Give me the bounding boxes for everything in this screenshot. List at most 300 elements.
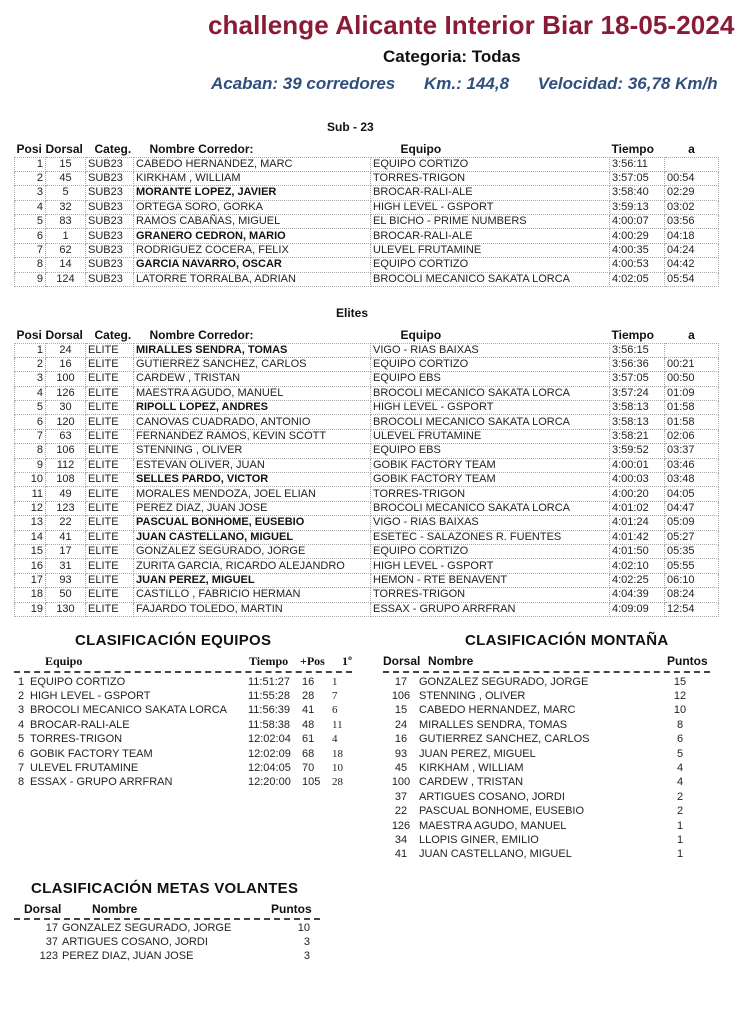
mountain-row bbox=[385, 790, 695, 804]
pos-sum-cell: 41 bbox=[302, 704, 315, 717]
position-cell: 7 bbox=[15, 429, 46, 443]
pos-sum-cell: 48 bbox=[302, 718, 315, 731]
team-cell: TORRES-TRIGON bbox=[371, 171, 610, 185]
gap-cell: 01:09 bbox=[665, 386, 719, 400]
dorsal-cell: 123 bbox=[46, 501, 86, 515]
gap-cell: 05:27 bbox=[665, 530, 719, 544]
table-row bbox=[15, 473, 719, 487]
col-dorsal: Dorsal bbox=[45, 142, 83, 157]
points-cell: 8 bbox=[676, 718, 684, 731]
dorsal-cell: 45 bbox=[46, 171, 86, 185]
team-cell: BROCOLI MECANICO SAKATA LORCA bbox=[30, 704, 228, 717]
points-cell: 3 bbox=[303, 936, 310, 949]
table-row bbox=[15, 530, 719, 544]
gap-cell: 01:58 bbox=[665, 415, 719, 429]
elites-results-table bbox=[14, 328, 719, 617]
sub23-results-table bbox=[14, 142, 719, 287]
dorsal-cell: 34 bbox=[394, 833, 408, 846]
mountain-row bbox=[385, 747, 695, 761]
mountain-row bbox=[385, 819, 695, 833]
average-speed: Velocidad: 36,78 Km/h bbox=[537, 74, 718, 93]
position-cell: 8 bbox=[15, 444, 46, 458]
team-cell: EQUIPO CORTIZO bbox=[371, 258, 610, 272]
position-cell: 14 bbox=[15, 530, 46, 544]
points-cell: 15 bbox=[673, 675, 687, 688]
rider-name-cell: GUTIERREZ SANCHEZ, CARLOS bbox=[419, 733, 590, 746]
position-cell: 6 bbox=[15, 229, 46, 243]
table-row bbox=[15, 487, 719, 501]
team-cell: ESSAX - GRUPO ARRFRAN bbox=[30, 776, 173, 789]
divider bbox=[383, 671, 710, 673]
dorsal-cell: 106 bbox=[391, 690, 411, 703]
position-cell: 16 bbox=[15, 559, 46, 573]
mountain-row bbox=[385, 704, 695, 718]
table-row bbox=[15, 458, 719, 472]
mountain-row bbox=[385, 776, 695, 790]
rider-name-cell: KIRKHAM , WILLIAM bbox=[134, 171, 371, 185]
sprints-table bbox=[30, 921, 312, 964]
mountain-col-puntos: Puntos bbox=[667, 654, 708, 668]
teams-col-equipo: Equipo bbox=[45, 654, 83, 668]
team-row bbox=[16, 704, 354, 718]
time-cell: 4:00:35 bbox=[610, 243, 665, 257]
time-cell: 3:59:52 bbox=[610, 444, 665, 458]
rider-name-cell: JUAN CASTELLANO, MIGUEL bbox=[419, 848, 572, 861]
time-cell: 4:00:53 bbox=[610, 258, 665, 272]
time-cell: 12:04:05 bbox=[248, 762, 291, 775]
gap-cell: 06:10 bbox=[665, 573, 719, 587]
rider-name-cell: MIRALLES SENDRA, TOMAS bbox=[134, 343, 371, 357]
team-row bbox=[16, 675, 354, 689]
dorsal-cell: 50 bbox=[46, 588, 86, 602]
teams-col-pos: +Pos bbox=[300, 654, 325, 668]
divider bbox=[14, 918, 320, 920]
dorsal-cell: 31 bbox=[46, 559, 86, 573]
rider-name-cell: CABEDO HERNANDEZ, MARC bbox=[134, 157, 371, 171]
first-pos-cell: 6 bbox=[332, 704, 338, 717]
dorsal-cell: 14 bbox=[46, 258, 86, 272]
col-tiempo: Tiempo bbox=[611, 142, 654, 157]
col-posi: Posi bbox=[16, 328, 42, 343]
rider-name-cell: ORTEGA SORO, GORKA bbox=[134, 200, 371, 214]
table-header-row bbox=[15, 328, 719, 343]
col-gap: a bbox=[688, 328, 695, 343]
time-cell: 4:00:29 bbox=[610, 229, 665, 243]
position-cell: 7 bbox=[15, 243, 46, 257]
rider-name-cell: CASTILLO , FABRICIO HERMAN bbox=[134, 588, 371, 602]
first-pos-cell: 1 bbox=[332, 675, 338, 688]
time-cell: 4:04:39 bbox=[610, 588, 665, 602]
gap-cell: 04:24 bbox=[665, 243, 719, 257]
team-cell: HIGH LEVEL - GSPORT bbox=[371, 559, 610, 573]
gap-cell: 05:54 bbox=[665, 272, 719, 286]
rider-name-cell: STENNING , OLIVER bbox=[134, 444, 371, 458]
category-cell: ELITE bbox=[86, 473, 134, 487]
table-row bbox=[15, 429, 719, 443]
table-row bbox=[15, 229, 719, 243]
team-cell: EQUIPO CORTIZO bbox=[30, 675, 126, 688]
dorsal-cell: 100 bbox=[391, 776, 411, 789]
team-cell: GOBIK FACTORY TEAM bbox=[371, 473, 610, 487]
page-title: challenge Alicante Interior Biar 18-05-2024 bbox=[208, 10, 735, 40]
category-cell: SUB23 bbox=[86, 215, 134, 229]
gap-cell: 04:18 bbox=[665, 229, 719, 243]
dorsal-cell: 123 bbox=[39, 950, 58, 963]
time-cell: 4:01:24 bbox=[610, 516, 665, 530]
table-row bbox=[15, 243, 719, 257]
pos-sum-cell: 105 bbox=[302, 776, 321, 789]
rider-name-cell: GARCIA NAVARRO, OSCAR bbox=[134, 258, 371, 272]
team-row bbox=[16, 689, 354, 703]
team-cell: BROCAR-RALI-ALE bbox=[371, 229, 610, 243]
points-cell: 2 bbox=[676, 805, 684, 818]
team-cell: BROCOLI MECANICO SAKATA LORCA bbox=[371, 501, 610, 515]
time-cell: 3:58:40 bbox=[610, 186, 665, 200]
team-cell: HIGH LEVEL - GSPORT bbox=[371, 401, 610, 415]
rider-name-cell: MIRALLES SENDRA, TOMAS bbox=[419, 718, 568, 731]
time-cell: 4:00:20 bbox=[610, 487, 665, 501]
teams-classification-title: CLASIFICACIÓN EQUIPOS bbox=[75, 632, 272, 649]
position-cell: 18 bbox=[15, 588, 46, 602]
gap-cell: 05:09 bbox=[665, 516, 719, 530]
table-row bbox=[15, 258, 719, 272]
rider-name-cell: MORALES MENDOZA, JOEL ELIAN bbox=[134, 487, 371, 501]
rank-cell: 7 bbox=[18, 762, 25, 775]
table-row bbox=[15, 501, 719, 515]
rider-name-cell: MORANTE LOPEZ, JAVIER bbox=[134, 186, 371, 200]
dorsal-cell: 108 bbox=[46, 473, 86, 487]
points-cell: 10 bbox=[297, 921, 310, 934]
first-pos-cell: 10 bbox=[332, 762, 343, 775]
team-cell: EQUIPO CORTIZO bbox=[371, 157, 610, 171]
category-cell: SUB23 bbox=[86, 171, 134, 185]
dorsal-cell: 106 bbox=[46, 444, 86, 458]
mountain-row bbox=[385, 675, 695, 689]
gap-cell: 03:48 bbox=[665, 473, 719, 487]
position-cell: 1 bbox=[15, 157, 46, 171]
rider-name-cell: JUAN CASTELLANO, MIGUEL bbox=[134, 530, 371, 544]
dorsal-cell: 93 bbox=[46, 573, 86, 587]
team-cell: TORRES-TRIGON bbox=[371, 588, 610, 602]
team-cell: HIGH LEVEL - GSPORT bbox=[30, 690, 151, 703]
time-cell: 3:56:11 bbox=[610, 157, 665, 171]
dorsal-cell: 112 bbox=[46, 458, 86, 472]
col-tiempo: Tiempo bbox=[611, 328, 654, 343]
col-categ: Categ. bbox=[94, 142, 132, 157]
time-cell: 4:02:05 bbox=[610, 272, 665, 286]
category-cell: ELITE bbox=[86, 516, 134, 530]
category-cell: ELITE bbox=[86, 530, 134, 544]
rider-name-cell: RAMOS CABAÑAS, MIGUEL bbox=[134, 215, 371, 229]
pos-sum-cell: 16 bbox=[302, 675, 315, 688]
time-cell: 4:01:02 bbox=[610, 501, 665, 515]
table-row bbox=[15, 200, 719, 214]
sprints-col-dorsal: Dorsal bbox=[24, 902, 62, 916]
category-cell: ELITE bbox=[86, 544, 134, 558]
col-posi: Posi bbox=[16, 142, 42, 157]
points-cell: 6 bbox=[676, 733, 684, 746]
time-cell: 3:57:05 bbox=[610, 171, 665, 185]
table-row bbox=[15, 386, 719, 400]
dorsal-cell: 45 bbox=[394, 762, 408, 775]
col-nombre: Nombre Corredor: bbox=[149, 328, 254, 343]
time-cell: 3:58:21 bbox=[610, 429, 665, 443]
dorsal-cell: 41 bbox=[46, 530, 86, 544]
category-cell: ELITE bbox=[86, 559, 134, 573]
time-cell: 12:20:00 bbox=[248, 776, 291, 789]
dorsal-cell: 93 bbox=[394, 747, 408, 760]
sprint-row bbox=[30, 921, 312, 935]
dorsal-cell: 41 bbox=[394, 848, 408, 861]
time-cell: 4:00:07 bbox=[610, 215, 665, 229]
team-cell: ESETEC - SALAZONES R. FUENTES bbox=[371, 530, 610, 544]
rider-name-cell: CABEDO HERNANDEZ, MARC bbox=[419, 704, 576, 717]
mountain-table bbox=[385, 675, 695, 862]
pos-sum-cell: 61 bbox=[302, 733, 315, 746]
dorsal-cell: 5 bbox=[46, 186, 86, 200]
dorsal-cell: 83 bbox=[46, 215, 86, 229]
table-row bbox=[15, 171, 719, 185]
dorsal-cell: 62 bbox=[46, 243, 86, 257]
position-cell: 3 bbox=[15, 372, 46, 386]
rider-name-cell: JUAN PEREZ, MIGUEL bbox=[419, 747, 536, 760]
time-cell: 3:58:13 bbox=[610, 415, 665, 429]
category-cell: ELITE bbox=[86, 458, 134, 472]
table-row bbox=[15, 559, 719, 573]
dorsal-cell: 37 bbox=[45, 936, 58, 949]
rider-name-cell: PEREZ DIAZ, JUAN JOSE bbox=[62, 950, 194, 963]
category-cell: ELITE bbox=[86, 401, 134, 415]
category-cell: ELITE bbox=[86, 415, 134, 429]
sprints-col-puntos: Puntos bbox=[271, 902, 312, 916]
dorsal-cell: 130 bbox=[46, 602, 86, 616]
mountain-row bbox=[385, 761, 695, 775]
sprints-classification-title: CLASIFICACIÓN METAS VOLANTES bbox=[31, 880, 299, 897]
rider-name-cell: SELLES PARDO, VICTOR bbox=[134, 473, 371, 487]
time-cell: 3:56:36 bbox=[610, 357, 665, 371]
gap-cell: 08:24 bbox=[665, 588, 719, 602]
points-cell: 4 bbox=[676, 776, 684, 789]
category-cell: SUB23 bbox=[86, 200, 134, 214]
rider-name-cell: PASCUAL BONHOME, EUSEBIO bbox=[134, 516, 371, 530]
team-cell: ULEVEL FRUTAMINE bbox=[30, 762, 139, 775]
finishers-count: Acaban: 39 corredores bbox=[211, 74, 396, 93]
rider-name-cell: LATORRE TORRALBA, ADRIAN bbox=[134, 272, 371, 286]
category-cell: ELITE bbox=[86, 501, 134, 515]
rider-name-cell: ESTEVAN OLIVER, JUAN bbox=[134, 458, 371, 472]
team-row bbox=[16, 776, 354, 790]
position-cell: 9 bbox=[15, 458, 46, 472]
position-cell: 5 bbox=[15, 401, 46, 415]
position-cell: 10 bbox=[15, 473, 46, 487]
time-cell: 11:51:27 bbox=[248, 675, 291, 688]
team-cell: EQUIPO CORTIZO bbox=[371, 544, 610, 558]
dorsal-cell: 37 bbox=[394, 790, 408, 803]
position-cell: 13 bbox=[15, 516, 46, 530]
col-equipo: Equipo bbox=[400, 328, 442, 343]
table-row bbox=[15, 544, 719, 558]
col-gap: a bbox=[688, 142, 695, 157]
table-row bbox=[15, 401, 719, 415]
category-cell: SUB23 bbox=[86, 186, 134, 200]
rank-cell: 6 bbox=[18, 747, 25, 760]
dorsal-cell: 24 bbox=[394, 718, 408, 731]
gap-cell: 03:37 bbox=[665, 444, 719, 458]
first-pos-cell: 7 bbox=[332, 690, 338, 703]
points-cell: 12 bbox=[673, 690, 687, 703]
category-cell: ELITE bbox=[86, 487, 134, 501]
time-cell: 4:01:50 bbox=[610, 544, 665, 558]
rider-name-cell: CANOVAS CUADRADO, ANTONIO bbox=[134, 415, 371, 429]
rider-name-cell: FAJARDO TOLEDO, MARTIN bbox=[134, 602, 371, 616]
category-cell: ELITE bbox=[86, 429, 134, 443]
team-cell: EQUIPO CORTIZO bbox=[371, 357, 610, 371]
team-cell: TORRES-TRIGON bbox=[371, 487, 610, 501]
gap-cell: 03:46 bbox=[665, 458, 719, 472]
mountain-row bbox=[385, 848, 695, 862]
time-cell: 4:01:42 bbox=[610, 530, 665, 544]
dorsal-cell: 49 bbox=[46, 487, 86, 501]
points-cell: 10 bbox=[673, 704, 687, 717]
col-nombre: Nombre Corredor: bbox=[149, 142, 254, 157]
time-cell: 3:59:13 bbox=[610, 200, 665, 214]
team-row bbox=[16, 761, 354, 775]
category-cell: ELITE bbox=[86, 444, 134, 458]
gap-cell: 04:47 bbox=[665, 501, 719, 515]
position-cell: 4 bbox=[15, 386, 46, 400]
time-cell: 3:56:15 bbox=[610, 343, 665, 357]
rider-name-cell: PEREZ DIAZ, JUAN JOSE bbox=[134, 501, 371, 515]
dorsal-cell: 15 bbox=[46, 157, 86, 171]
time-cell: 4:02:25 bbox=[610, 573, 665, 587]
mountain-row bbox=[385, 689, 695, 703]
rider-name-cell: ZURITA GARCIA, RICARDO ALEJANDRO bbox=[134, 559, 371, 573]
team-cell: HIGH LEVEL - GSPORT bbox=[371, 200, 610, 214]
rider-name-cell: GUTIERREZ SANCHEZ, CARLOS bbox=[134, 357, 371, 371]
rider-name-cell: JUAN PEREZ, MIGUEL bbox=[134, 573, 371, 587]
table-row bbox=[15, 215, 719, 229]
dorsal-cell: 126 bbox=[391, 819, 411, 832]
table-row bbox=[15, 588, 719, 602]
rank-cell: 2 bbox=[18, 690, 25, 703]
rider-name-cell: CARDEW , TRISTAN bbox=[134, 372, 371, 386]
gap-cell bbox=[665, 157, 719, 171]
category-cell: ELITE bbox=[86, 357, 134, 371]
rank-cell: 5 bbox=[18, 733, 25, 746]
mountain-row bbox=[385, 718, 695, 732]
gap-cell: 05:55 bbox=[665, 559, 719, 573]
gap-cell: 03:56 bbox=[665, 215, 719, 229]
dorsal-cell: 22 bbox=[394, 805, 408, 818]
time-cell: 11:55:28 bbox=[248, 690, 291, 703]
table-row bbox=[15, 372, 719, 386]
section-title-elites: Elites bbox=[336, 306, 369, 320]
points-cell: 2 bbox=[676, 790, 684, 803]
rider-name-cell: GONZALEZ SEGURADO, JORGE bbox=[62, 921, 232, 934]
rank-cell: 8 bbox=[18, 776, 25, 789]
table-row bbox=[15, 186, 719, 200]
dorsal-cell: 100 bbox=[46, 372, 86, 386]
points-cell: 1 bbox=[676, 819, 684, 832]
dorsal-cell: 17 bbox=[394, 675, 408, 688]
team-cell: BROCAR-RALI-ALE bbox=[30, 718, 130, 731]
team-cell: VIGO - RIAS BAIXAS bbox=[371, 343, 610, 357]
gap-cell: 00:54 bbox=[665, 171, 719, 185]
category-label: Categoria: Todas bbox=[383, 47, 521, 66]
sprints-col-nombre: Nombre bbox=[92, 902, 138, 916]
dorsal-cell: 17 bbox=[46, 544, 86, 558]
points-cell: 4 bbox=[676, 762, 684, 775]
position-cell: 12 bbox=[15, 501, 46, 515]
category-cell: SUB23 bbox=[86, 243, 134, 257]
rank-cell: 1 bbox=[18, 675, 25, 688]
gap-cell: 01:58 bbox=[665, 401, 719, 415]
teams-col-first: 1º bbox=[342, 654, 352, 668]
position-cell: 8 bbox=[15, 258, 46, 272]
dorsal-cell: 32 bbox=[46, 200, 86, 214]
time-cell: 3:57:05 bbox=[610, 372, 665, 386]
rider-name-cell: MAESTRA AGUDO, MANUEL bbox=[419, 819, 567, 832]
category-cell: ELITE bbox=[86, 386, 134, 400]
first-pos-cell: 11 bbox=[332, 718, 343, 731]
table-row bbox=[15, 573, 719, 587]
table-row bbox=[15, 272, 719, 286]
section-title-sub23: Sub - 23 bbox=[327, 120, 374, 134]
position-cell: 5 bbox=[15, 215, 46, 229]
mountain-row bbox=[385, 733, 695, 747]
time-cell: 12:02:09 bbox=[248, 747, 291, 760]
time-cell: 4:02:10 bbox=[610, 559, 665, 573]
gap-cell: 12:54 bbox=[665, 602, 719, 616]
category-cell: SUB23 bbox=[86, 272, 134, 286]
rider-name-cell: GRANERO CEDRON, MARIO bbox=[134, 229, 371, 243]
table-row bbox=[15, 157, 719, 171]
rider-name-cell: RIPOLL LOPEZ, ANDRES bbox=[134, 401, 371, 415]
team-cell: BROCOLI MECANICO SAKATA LORCA bbox=[371, 272, 610, 286]
first-pos-cell: 4 bbox=[332, 733, 338, 746]
team-cell: EQUIPO EBS bbox=[371, 372, 610, 386]
time-cell: 11:58:38 bbox=[248, 718, 291, 731]
position-cell: 3 bbox=[15, 186, 46, 200]
table-row bbox=[15, 444, 719, 458]
gap-cell: 00:21 bbox=[665, 357, 719, 371]
time-cell: 12:02:04 bbox=[248, 733, 291, 746]
category-cell: ELITE bbox=[86, 588, 134, 602]
gap-cell: 02:29 bbox=[665, 186, 719, 200]
position-cell: 11 bbox=[15, 487, 46, 501]
gap-cell: 00:50 bbox=[665, 372, 719, 386]
points-cell: 1 bbox=[676, 833, 684, 846]
mountain-row bbox=[385, 805, 695, 819]
table-header-row bbox=[15, 142, 719, 157]
gap-cell: 02:06 bbox=[665, 429, 719, 443]
rider-name-cell: RODRIGUEZ COCERA, FELIX bbox=[134, 243, 371, 257]
mountain-col-nombre: Nombre bbox=[428, 654, 474, 668]
position-cell: 15 bbox=[15, 544, 46, 558]
mountain-classification-title: CLASIFICACIÓN MONTAÑA bbox=[465, 632, 669, 649]
team-cell: EL BICHO - PRIME NUMBERS bbox=[371, 215, 610, 229]
dorsal-cell: 24 bbox=[46, 343, 86, 357]
time-cell: 4:09:09 bbox=[610, 602, 665, 616]
gap-cell: 04:42 bbox=[665, 258, 719, 272]
teams-table bbox=[16, 675, 354, 790]
col-dorsal: Dorsal bbox=[45, 328, 83, 343]
time-cell: 3:57:24 bbox=[610, 386, 665, 400]
rider-name-cell: GONZALEZ SEGURADO, JORGE bbox=[134, 544, 371, 558]
col-categ: Categ. bbox=[94, 328, 132, 343]
dorsal-cell: 22 bbox=[46, 516, 86, 530]
gap-cell: 03:02 bbox=[665, 200, 719, 214]
